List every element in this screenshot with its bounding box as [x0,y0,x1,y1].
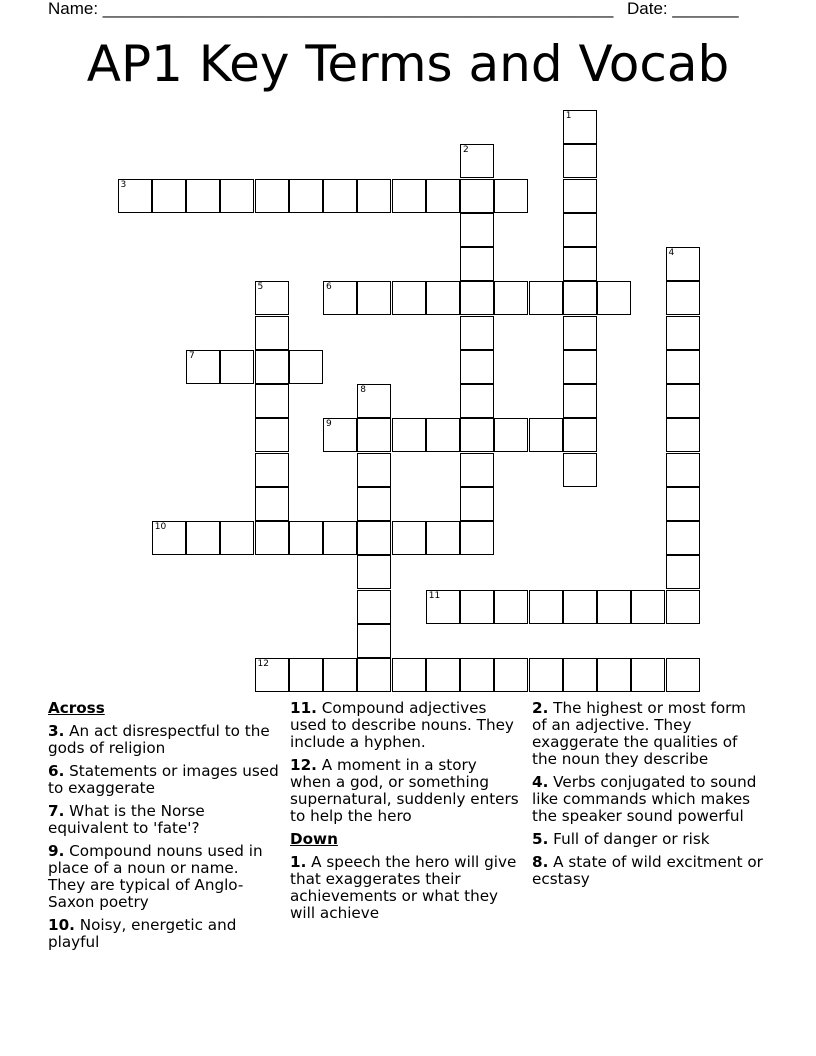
cell-number: 10 [154,522,167,532]
clues-column-2 [290,700,522,928]
grid-cell[interactable] [357,179,391,213]
clue-number: 5. [532,830,549,848]
cell-number: 8 [360,385,366,395]
grid-cell[interactable] [666,350,700,384]
clue-text: A moment in a story when a god, or something supernatural, suddenly enters to help the hero [290,756,519,825]
grid-cell[interactable] [357,281,391,315]
clue-text: What is the Norse equivalent to 'fate'? [48,802,205,837]
clue-across-9 [48,843,280,911]
grid-cell[interactable] [255,350,289,384]
clue-down-5 [532,831,764,848]
clue-text: Statements or images used to exaggerate [48,762,279,797]
cell-number: 1 [565,111,572,121]
grid-cell[interactable] [220,521,254,555]
clue-across-7 [48,803,280,837]
grid-cell[interactable] [460,590,494,624]
grid-cell[interactable] [323,281,357,315]
grid-cell[interactable] [666,658,700,692]
grid-cell[interactable] [666,555,700,589]
grid-cell[interactable] [255,384,289,418]
cell-number: 6 [326,282,332,293]
grid-cell[interactable] [563,350,597,384]
grid-cell[interactable] [255,453,289,487]
grid-cell[interactable] [666,521,700,555]
grid-cell[interactable] [460,213,494,247]
grid-cell[interactable] [529,418,563,452]
grid-cell[interactable] [289,350,323,384]
clue-down-2 [532,700,764,768]
grid-cell[interactable] [357,418,391,452]
grid-cell[interactable] [323,658,357,692]
clue-number: 8. [532,853,549,871]
grid-cell[interactable] [152,521,186,555]
grid-cell[interactable] [392,658,426,692]
grid-cell[interactable] [289,658,323,692]
grid-cell[interactable] [255,179,289,213]
clue-text: Verbs conjugated to sound like commands which makes the speaker sound powerful [532,773,757,825]
grid-cell[interactable] [597,658,631,692]
grid-cell[interactable] [460,418,494,452]
clue-down-8 [532,854,764,888]
grid-cell[interactable] [460,521,494,555]
grid-cell[interactable] [255,316,289,350]
grid-cell[interactable] [631,658,665,692]
clue-across-12 [290,757,522,825]
grid-cell[interactable] [460,281,494,315]
grid-cell[interactable] [255,521,289,555]
grid-cell[interactable] [357,555,391,589]
clue-text: Full of danger or risk [553,830,710,848]
clue-text: Compound nouns used in place of a noun or name. They are typical of Anglo-Saxon poetry [48,842,263,911]
grid-cell[interactable] [563,213,597,247]
cell-number: 2 [463,145,469,156]
grid-cell[interactable] [597,590,631,624]
grid-cell[interactable] [631,590,665,624]
grid-cell[interactable] [597,281,631,315]
cell-number: 9 [326,419,332,430]
grid-cell[interactable] [563,590,597,624]
clue-across-3 [48,723,280,757]
grid-cell[interactable] [666,453,700,487]
clue-number: 2. [532,699,549,717]
down-heading: Down [290,830,338,848]
grid-cell[interactable] [494,281,528,315]
grid-cell[interactable] [494,418,528,452]
cell-number: 7 [189,350,195,361]
grid-cell[interactable] [357,590,391,624]
grid-cell[interactable] [460,316,494,350]
grid-cell[interactable] [529,281,563,315]
grid-cell[interactable] [563,281,597,315]
cell-number: 11 [428,590,441,601]
grid-cell[interactable] [460,179,494,213]
grid-cell[interactable] [426,418,460,452]
grid-cell[interactable] [529,658,563,692]
grid-cell[interactable] [563,418,597,452]
clue-number: 11. [290,699,317,717]
name-line: Name: ______________________________________________________ [48,0,614,18]
grid-cell[interactable] [460,453,494,487]
grid-cell[interactable] [666,487,700,521]
grid-cell[interactable] [255,487,289,521]
clue-text: An act disrespectful to the gods of religion [48,722,270,757]
cell-number: 12 [257,659,269,669]
grid-cell[interactable] [666,590,700,624]
grid-cell[interactable] [392,179,426,213]
grid-cell[interactable] [186,179,220,213]
clue-across-6 [48,763,280,797]
grid-cell[interactable] [357,521,391,555]
grid-cell[interactable] [255,418,289,452]
grid-cell[interactable] [357,384,391,418]
grid-cell[interactable] [289,179,323,213]
cell-number: 5 [257,282,264,293]
grid-cell[interactable] [666,418,700,452]
grid-cell[interactable] [426,281,460,315]
grid-cell[interactable] [186,350,220,384]
clue-number: 6. [48,762,65,780]
date-line: Date: _______ [627,0,739,18]
grid-cell[interactable] [323,521,357,555]
grid-cell[interactable] [460,384,494,418]
clue-text: A speech the hero will give that exaggerates their achievements or what they will achieve [290,853,517,922]
grid-cell[interactable] [220,350,254,384]
grid-cell[interactable] [460,350,494,384]
grid-cell[interactable] [255,658,289,692]
clues-column-3 [532,700,764,894]
grid-cell[interactable] [563,316,597,350]
grid-cell[interactable] [494,658,528,692]
grid-cell[interactable] [152,179,186,213]
grid-cell[interactable] [563,247,597,281]
cell-number: 3 [120,179,127,190]
clue-across-11 [290,700,522,751]
clues-column-1 [48,700,280,957]
grid-cell[interactable] [357,658,391,692]
grid-cell[interactable] [357,624,391,658]
grid-cell[interactable] [392,281,426,315]
grid-cell[interactable] [357,487,391,521]
grid-cell[interactable] [666,247,700,281]
grid-cell[interactable] [323,418,357,452]
grid-cell[interactable] [426,179,460,213]
clue-text: The highest or most form of an adjective. They exaggerate the qualities of the noun they describe [532,699,746,768]
clue-number: 12. [290,756,317,774]
grid-cell[interactable] [186,521,220,555]
clue-number: 1. [290,853,307,871]
clue-number: 7. [48,802,65,820]
grid-cell[interactable] [666,281,700,315]
grid-cell[interactable] [323,179,357,213]
grid-cell[interactable] [563,453,597,487]
grid-cell[interactable] [563,658,597,692]
grid-cell[interactable] [494,590,528,624]
page-title: AP1 Key Terms and Vocab [86,35,730,93]
grid-cell[interactable] [392,521,426,555]
cell-number: 4 [668,248,675,258]
clue-number: 10. [48,916,75,934]
clue-number: 4. [532,773,549,791]
clue-down-4 [532,774,764,825]
grid-cell[interactable] [118,179,152,213]
across-heading: Across [48,699,105,717]
grid-cell[interactable] [494,179,528,213]
clue-across-10 [48,917,280,951]
grid-cell[interactable] [460,487,494,521]
clue-text: Noisy, energetic and playful [48,916,237,951]
grid-cell[interactable] [666,316,700,350]
grid-cell[interactable] [460,247,494,281]
grid-cell[interactable] [220,179,254,213]
clue-text: A state of wild excitment or ecstasy [532,853,763,888]
clue-text: Compound adjectives used to describe nouns. They include a hyphen. [290,699,514,751]
grid-cell[interactable] [426,658,460,692]
grid-cell[interactable] [426,590,460,624]
grid-cell[interactable] [563,179,597,213]
grid-cell[interactable] [460,144,494,178]
grid-cell[interactable] [426,521,460,555]
grid-cell[interactable] [255,281,289,315]
grid-cell[interactable] [563,384,597,418]
grid-cell[interactable] [529,590,563,624]
grid-cell[interactable] [666,384,700,418]
grid-cell[interactable] [357,453,391,487]
grid-cell[interactable] [289,521,323,555]
grid-cell[interactable] [563,144,597,178]
grid-cell[interactable] [392,418,426,452]
clue-down-1 [290,854,522,922]
clue-number: 3. [48,722,65,740]
grid-cell[interactable] [563,110,597,144]
clue-number: 9. [48,842,65,860]
grid-cell[interactable] [460,658,494,692]
